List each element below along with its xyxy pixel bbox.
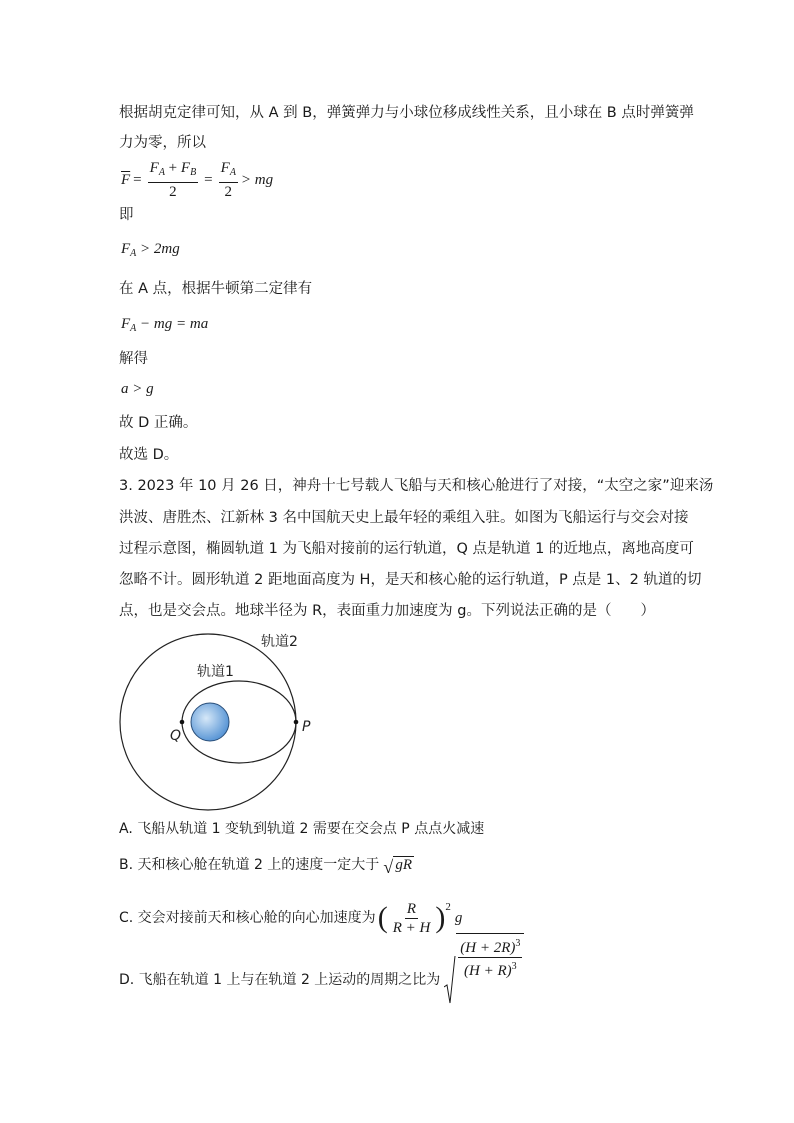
point-p-label: P (302, 719, 311, 735)
point-q-label: Q (170, 728, 182, 744)
orbit-2-label: 轨道2 (261, 634, 298, 650)
d-correct-line: 故 D 正确。 (119, 415, 198, 431)
ji-label: 即 (119, 207, 134, 223)
newton-line: 在 A 点，根据牛顿第二定律有 (119, 281, 313, 297)
point-p-dot (294, 720, 299, 725)
option-b[interactable]: B. 天和核心舱在轨道 2 上的速度一定大于 √ gR (119, 854, 414, 876)
question-line-4: 忽略不计。圆形轨道 2 距地面高度为 H，是天和核心舱的运行轨道，P 点是 1、2 轨道的切 (119, 572, 702, 588)
point-q-dot (180, 720, 185, 725)
question-line-5: 点，也是交会点。地球半径为 R，表面重力加速度为 g。下列说法正确的是（ ） (119, 603, 655, 619)
eq1-rhs: > mg (240, 172, 274, 188)
orbit-diagram (115, 628, 315, 813)
question-line-2: 洪波、唐胜杰、江新林 3 名中国航天史上最年轻的乘组入驻。如图为飞船运行与交会对接 (119, 510, 689, 526)
jiede-label: 解得 (119, 351, 148, 367)
option-d-formula: $\frac{(H + 2R)^3}{(H + R)^3}$ (444, 955, 524, 1005)
question-line-1: 3. 2023 年 10 月 26 日，神舟十七号载人飞船与天和核心舱进行了对接，“太空之家”迎来汤 (119, 478, 714, 494)
orbit-1-label: 轨道1 (197, 664, 234, 680)
equation-average-force: $\overline{F}$ = $\frac{F_A + F_B}{2}$ = $\frac{F_A}{2}$ > mg (121, 160, 274, 200)
equation-newton: $F_A$ − mg = ma (121, 316, 209, 334)
eq1-fraction-sum: $\frac{F_A + F_B}{2}$ (149, 160, 197, 200)
option-c[interactable]: C. 交会对接前天和核心舱的向心加速度为 ( $\frac{R}{R + H}$ ) $^2$ g (119, 900, 463, 936)
equation-a-gt-g: a > g (121, 381, 154, 397)
option-a[interactable]: A. 飞船从轨道 1 变轨到轨道 2 需要在交会点 P 点点火减速 (119, 821, 485, 837)
hooke-line-1: 根据胡克定律可知，从 A 到 B，弹簧弹力与小球位移成线性关系，且小球在 B 点时弹簧弹 (119, 105, 694, 121)
option-b-sqrt: √ gR (383, 857, 412, 877)
hooke-line-2: 力为零，所以 (119, 135, 206, 151)
earth-icon (191, 703, 229, 741)
eq1-lhs: $\overline{F}$ (121, 172, 131, 188)
question-line-3: 过程示意图，椭圆轨道 1 为飞船对接前的运行轨道，Q 点是轨道 1 的近地点，离地高度可 (119, 541, 694, 557)
option-c-formula: ( $\frac{R}{R + H}$ ) $^2$ g (377, 900, 463, 936)
option-d[interactable]: D. 飞船在轨道 1 上与在轨道 2 上运动的周期之比为 $\frac{(H + 2R)^3}{(H + R)^3}$ (119, 956, 524, 1004)
equation-fa-gt-2mg: $F_A > 2mg$ (121, 241, 180, 259)
eq1-fraction-fa: $\frac{F_A}{2}$ (220, 160, 236, 200)
choose-d-line: 故选 D。 (119, 447, 179, 463)
